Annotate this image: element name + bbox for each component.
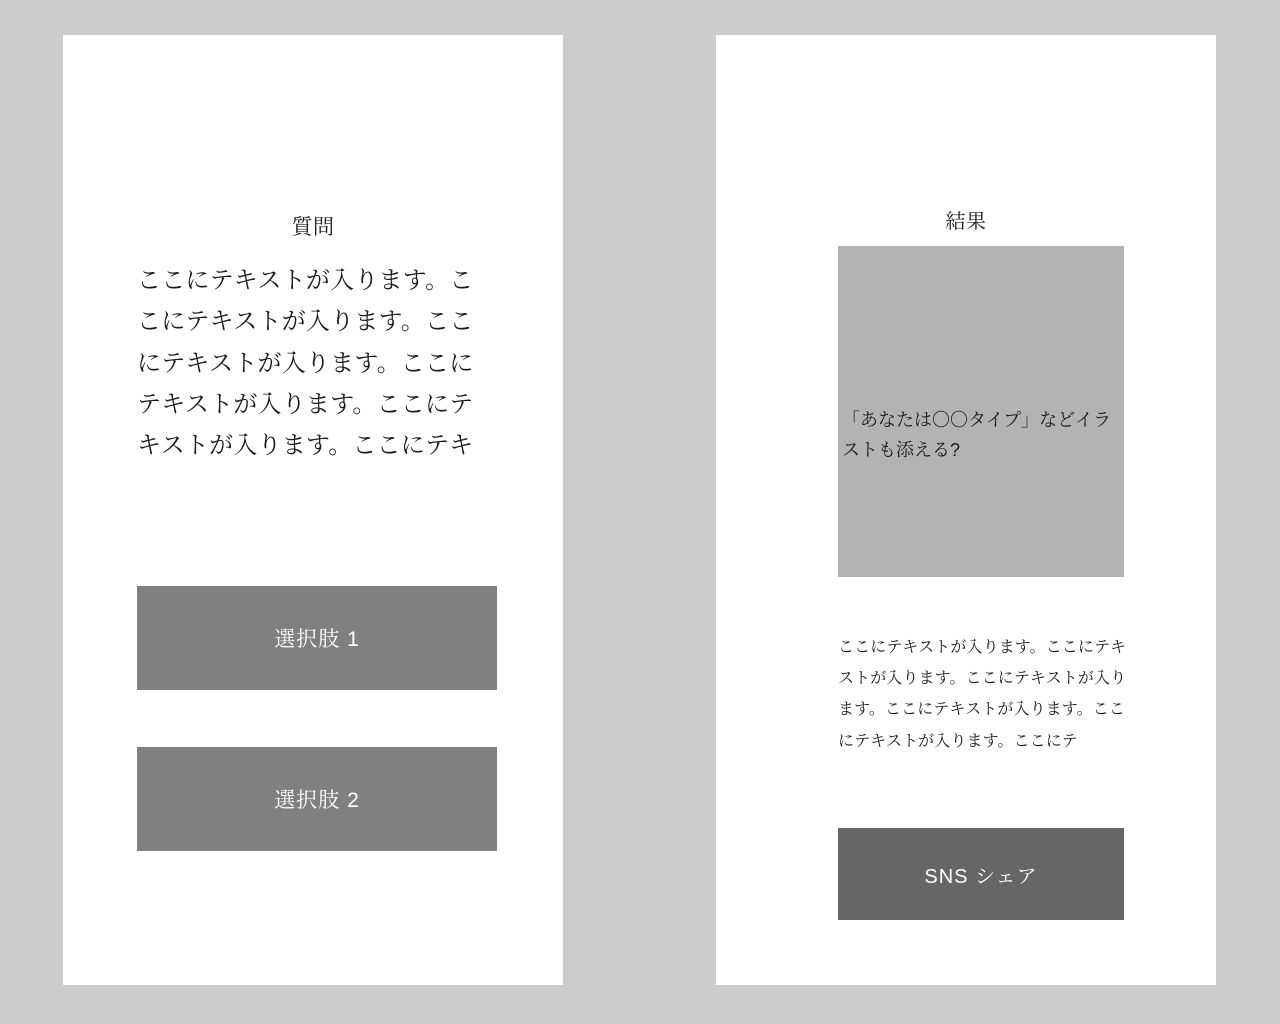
choice-button-1[interactable] [137,586,497,690]
choice-button-2-label: 選択肢 2 [274,789,360,812]
question-screen [63,35,563,985]
question-body-text: ここにテキストが入ります。ここにテキストが入ります。ここにテキストが入ります。ここにテキストが入ります。ここにテキストが入ります。ここにテキ [137,267,474,460]
result-title: 結果 [945,211,987,233]
sns-share-button[interactable] [838,828,1124,920]
result-screen [716,35,1216,985]
result-body-text: ここにテキストが入ります。ここにテキストが入ります。ここにテキストが入ります。ここにテキストが入ります。ここにテキストが入ります。ここにテ [838,639,1127,750]
choice-button-1-label: 選択肢 1 [274,628,360,651]
choice-button-2[interactable] [137,747,497,851]
result-image-caption: 「あなたは〇〇タイプ」などイラストも添える? [842,410,1112,460]
result-image-placeholder [838,246,1124,577]
question-title: 質問 [291,216,335,239]
sns-share-button-label: SNS シェア [924,865,1038,888]
